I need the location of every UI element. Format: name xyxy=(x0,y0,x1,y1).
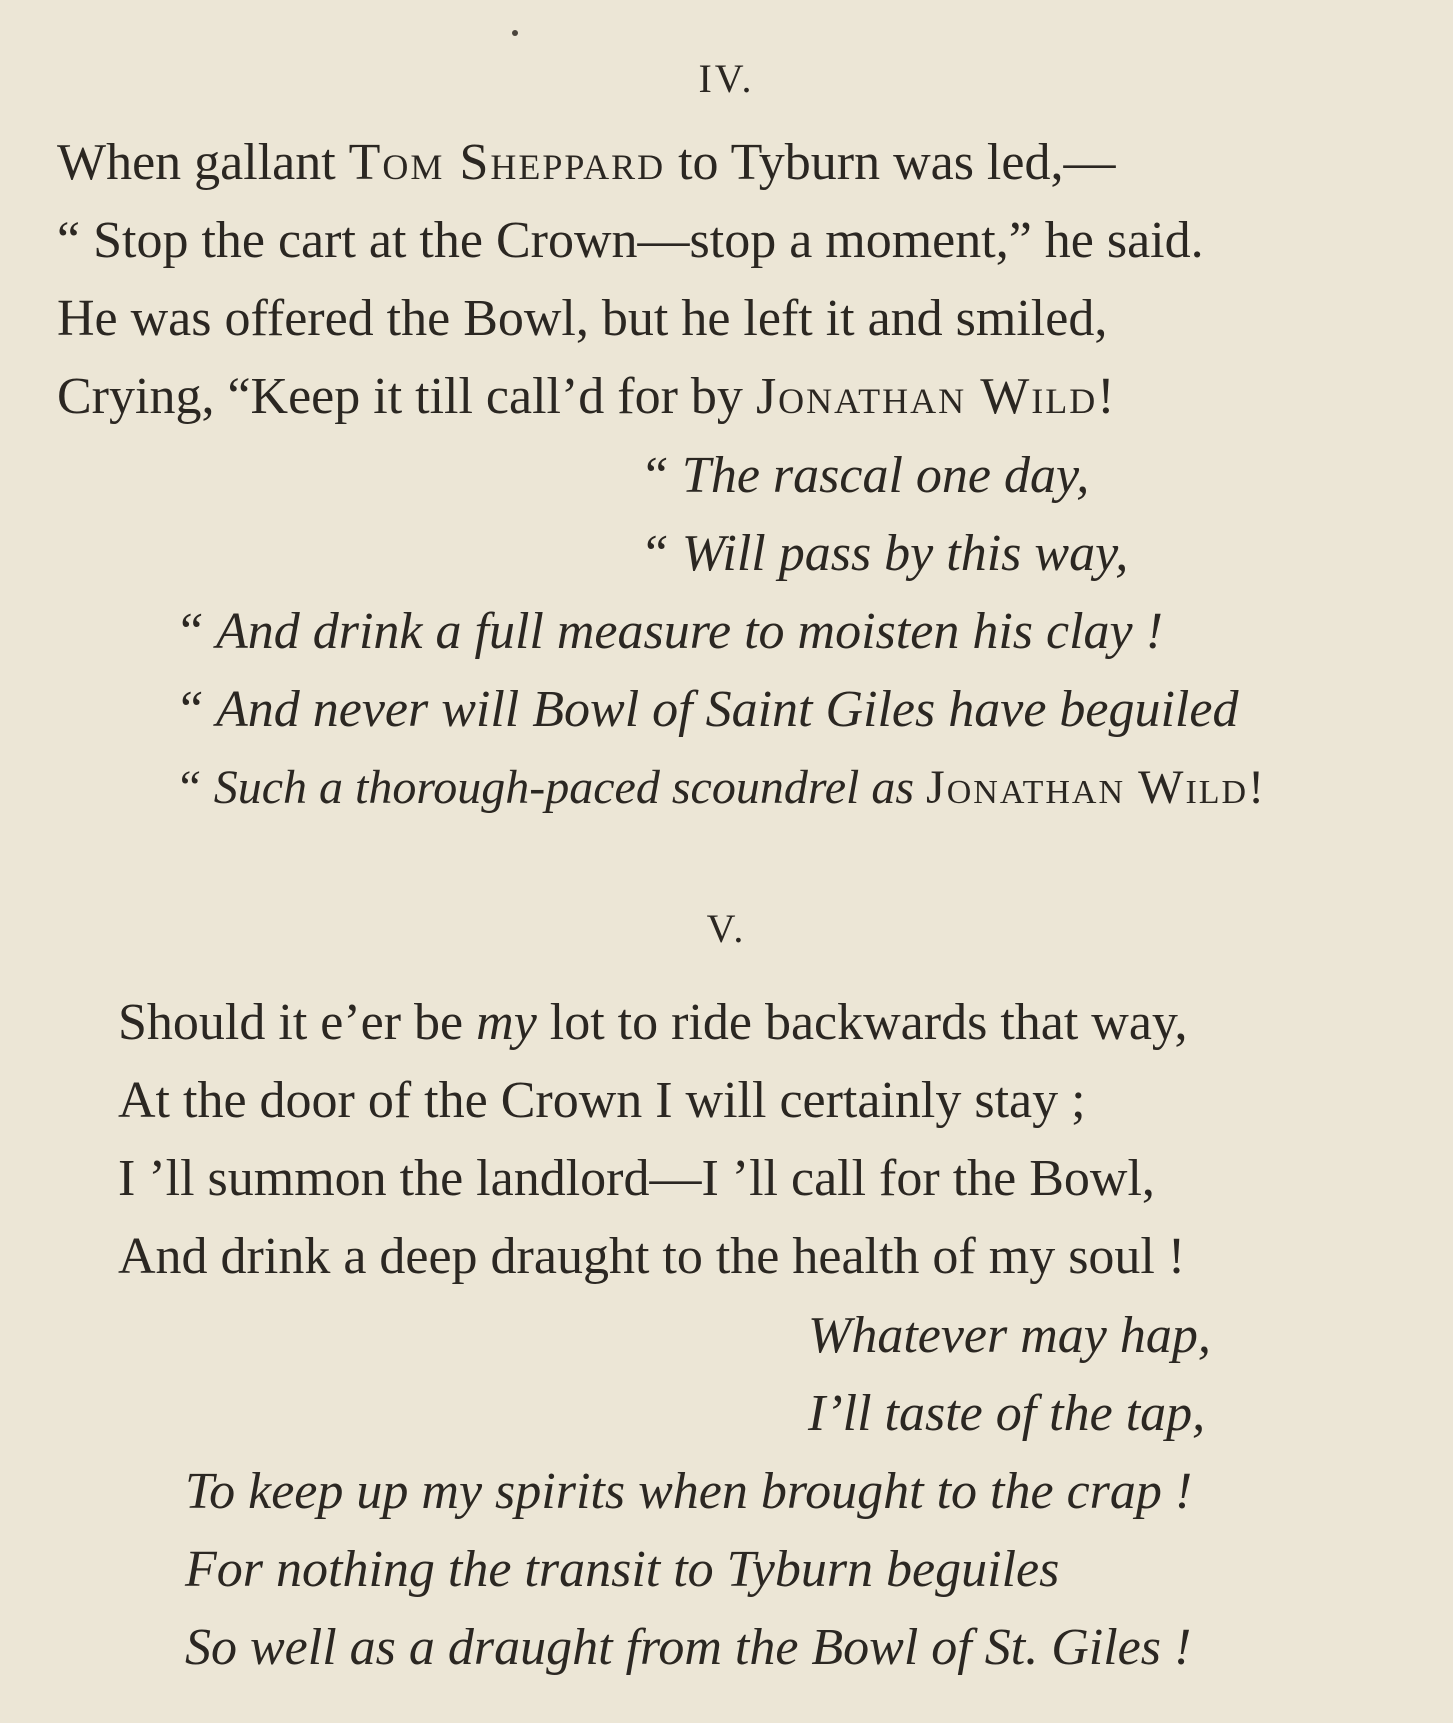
verse-line: Should it e’er be my lot to ride backwards that way, xyxy=(118,994,1188,1051)
verse-line: For nothing the transit to Tyburn beguiles xyxy=(185,1541,1060,1598)
stanza-numeral-iv: IV. xyxy=(698,56,755,101)
verse-line: “ Such a thorough-paced scoundrel as Jonathan Wild! xyxy=(175,761,1265,814)
verse-line: At the door of the Crown I will certainly stay ; xyxy=(118,1072,1086,1129)
verse-line: “ The rascal one day, xyxy=(640,447,1090,504)
verse-line: When gallant Tom Sheppard to Tyburn was led,— xyxy=(57,134,1116,191)
ink-speck xyxy=(512,30,518,36)
verse-line: “ Stop the cart at the Crown—stop a moment,” he said. xyxy=(57,212,1204,269)
verse-line: “ And never will Bowl of Saint Giles have beguiled xyxy=(175,681,1239,738)
verse-line: And drink a deep draught to the health of my soul ! xyxy=(118,1228,1186,1285)
verse-line: Crying, “Keep it till call’d for by Jonathan Wild! xyxy=(57,368,1115,425)
verse-line: To keep up my spirits when brought to the crap ! xyxy=(185,1463,1193,1520)
verse-line: I’ll taste of the tap, xyxy=(808,1385,1206,1442)
verse-line: So well as a draught from the Bowl of St. Giles ! xyxy=(185,1619,1192,1676)
name-jonathan-wild: Jonathan Wild xyxy=(755,368,1098,425)
name-tom-sheppard: Tom Sheppard xyxy=(348,134,666,191)
stanza-numeral-v: V. xyxy=(706,906,747,951)
verse-line: I ’ll summon the landlord—I ’ll call for the Bowl, xyxy=(118,1150,1155,1207)
verse-line: He was offered the Bowl, but he left it and smiled, xyxy=(57,290,1108,347)
verse-line: “ Will pass by this way, xyxy=(640,525,1129,582)
verse-line: Whatever may hap, xyxy=(808,1307,1211,1364)
verse-line: “ And drink a full measure to moisten his clay ! xyxy=(175,603,1163,660)
name-jonathan-wild: Jonathan Wild xyxy=(926,761,1249,814)
